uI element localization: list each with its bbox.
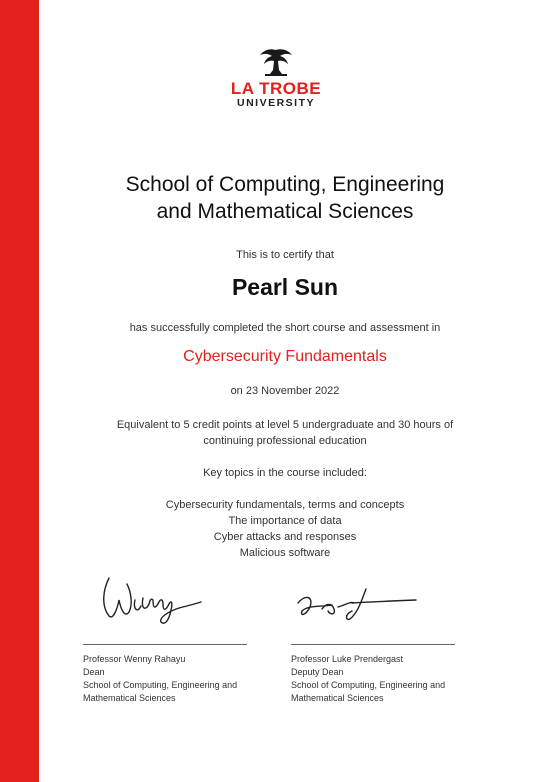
school-title — [39, 171, 531, 225]
eagle-icon — [256, 46, 296, 78]
course-title: Cybersecurity Fundamentals — [183, 348, 387, 365]
signatory-deputy-dean — [291, 653, 445, 705]
signatory-department: School of Computing, Engineering and — [83, 680, 238, 690]
signatory-role: Dean — [83, 667, 105, 677]
signatory-name: Professor Luke Prendergast — [291, 654, 404, 664]
completion-date: on 23 November 2022 — [230, 385, 340, 397]
signatory-department: Mathematical Sciences — [291, 693, 384, 703]
topic-item: Cyber attacks and responses — [213, 531, 357, 543]
signatory-name: Professor Wenny Rahayu — [83, 654, 186, 664]
red-side-bar — [0, 0, 39, 782]
university-logo — [226, 46, 326, 109]
topics-heading: Key topics in the course included: — [203, 467, 367, 479]
signatory-role: Deputy Dean — [291, 667, 344, 677]
equivalence-text — [39, 417, 531, 449]
recipient-name: Pearl Sun — [231, 274, 339, 300]
signatory-department: Mathematical Sciences — [83, 693, 176, 703]
signature-line-deputy-dean — [291, 644, 455, 645]
signature-dean — [95, 570, 205, 630]
topic-item: The importance of data — [228, 515, 342, 527]
signatory-department: School of Computing, Engineering and — [291, 680, 446, 690]
certify-text: This is to certify that — [236, 249, 334, 261]
equivalence-line2: continuing professional education — [203, 435, 367, 447]
logo-text-latrobe: LA TROBE — [230, 79, 322, 98]
topic-item: Cybersecurity fundamentals, terms and concepts — [165, 499, 405, 511]
topics-list — [39, 497, 531, 561]
school-title-line1: School of Computing, Engineering — [125, 173, 445, 196]
school-title-line2: and Mathematical Sciences — [156, 200, 414, 223]
equivalence-line1: Equivalent to 5 credit points at level 5 undergraduate and 30 hours of — [116, 419, 454, 431]
signatory-dean — [83, 653, 237, 705]
signature-deputy-dean — [292, 585, 422, 625]
logo-text-university: UNIVERSITY — [236, 97, 315, 109]
signature-line-dean — [83, 644, 247, 645]
completion-text: has successfully completed the short course and assessment in — [129, 322, 441, 334]
topic-item: Malicious software — [239, 547, 331, 559]
